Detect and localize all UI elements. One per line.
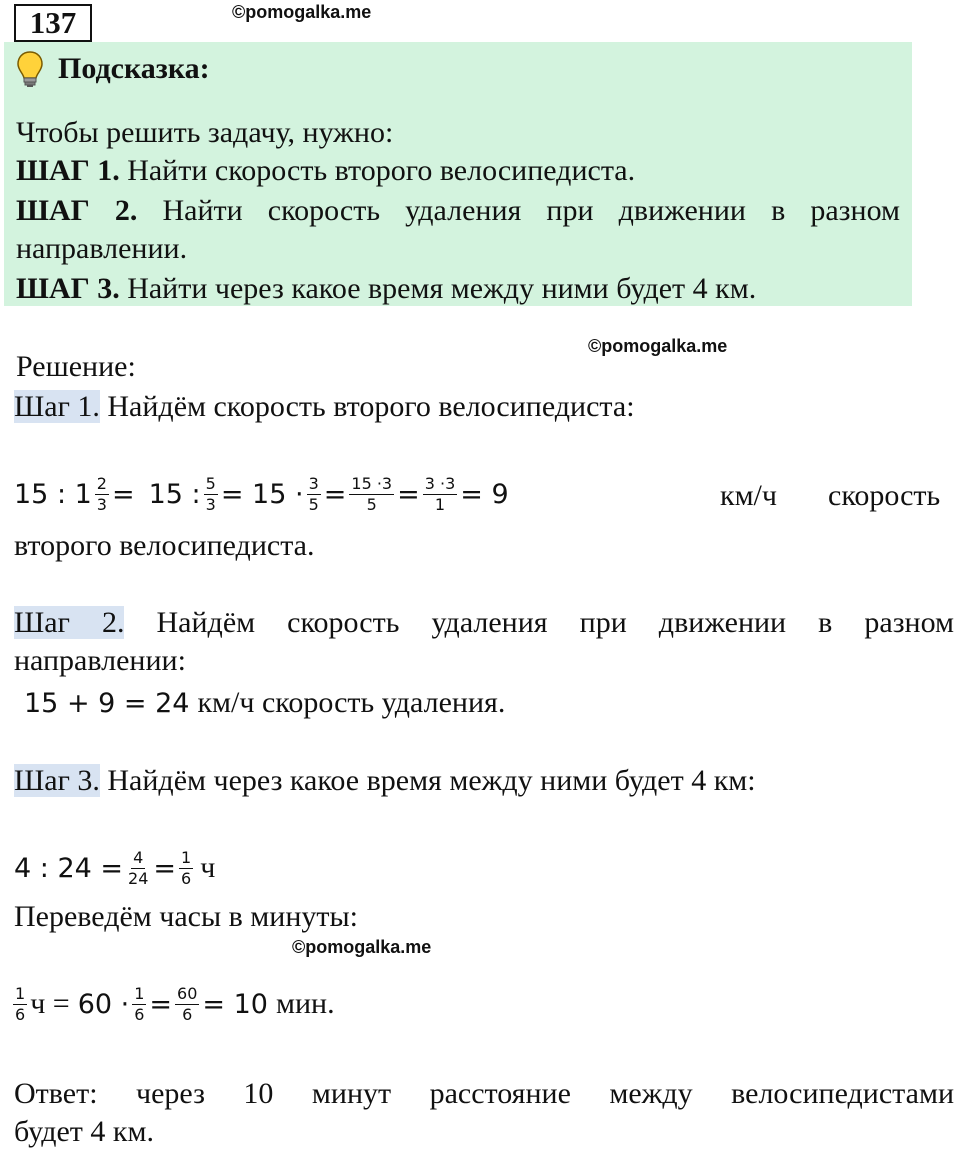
eq3-f1-num: 4 [133, 847, 144, 867]
eq1-equals-2: = [323, 478, 347, 510]
hint-intro: Чтобы решить задачу, нужно: [16, 116, 394, 149]
conv-result: = 10 [202, 988, 268, 1020]
eq1-f4-den: 1 [434, 494, 446, 514]
eq1-equals: = [111, 478, 135, 510]
eq1-f2-num: 3 [308, 473, 319, 493]
eq1-f2-den: 5 [308, 494, 319, 514]
hint-step-2-cont: направлении. [16, 232, 188, 265]
step2-line2: направлении: [14, 644, 186, 677]
eq3-f1-den: 24 [128, 868, 149, 888]
conv-fraction-2 [132, 984, 146, 1025]
eq3-fraction-1 [126, 848, 150, 889]
eq2-text: км/ч скорость удаления. [197, 686, 506, 719]
eq3-f2-den: 6 [181, 868, 192, 888]
step3-label: Шаг 3. [14, 764, 100, 797]
conv-f3-num: 60 [177, 983, 198, 1003]
hint-step-2-text: Найти скорость удаления при движении в разном [162, 194, 901, 227]
eq3-f2-num: 1 [181, 847, 192, 867]
watermark-bottom: ©pomogalka.me [292, 937, 432, 957]
watermark-mid: ©pomogalka.me [588, 336, 728, 356]
step2-text: Найдём скорость удаления при движении в разном [156, 606, 955, 639]
answer-line2: будет 4 км. [14, 1115, 154, 1148]
step1-label: Шаг 1. [14, 390, 100, 423]
lightbulb-icon [16, 50, 44, 88]
eq3-equals: = [153, 852, 176, 884]
step1-desc-word: скорость [828, 479, 941, 512]
conv-unit-h: ч = [30, 987, 70, 1020]
step2-label: Шаг 2. [14, 606, 125, 639]
eq1-mixed-fraction [95, 474, 109, 515]
hint-step-3-text: Найти через какое время между ними будет 4 км. [127, 272, 757, 305]
eq1-f1-den: 3 [205, 494, 216, 514]
hint-step-3-label: ШАГ 3. [16, 272, 120, 305]
step3-equation [14, 840, 215, 896]
conv-f2-num: 1 [134, 983, 145, 1003]
step1-line [14, 388, 635, 426]
eq3-fraction-2 [179, 848, 193, 889]
eq1-equals-3: = [397, 478, 420, 510]
conv-f2-den: 6 [134, 1004, 145, 1024]
conv-f1-den: 6 [15, 1004, 26, 1024]
eq1-f3-den: 5 [366, 494, 377, 514]
step1-unit: км/ч [720, 479, 777, 512]
conversion-equation [10, 976, 335, 1032]
eq1-a: 15 : 1 [14, 478, 92, 510]
step2-equation [24, 683, 505, 723]
eq1-result: = 9 [460, 478, 509, 510]
eq3-a: 4 : 24 = [14, 852, 124, 884]
conv-unit-min: мин. [275, 987, 335, 1020]
eq2-expr: 15 + 9 = 24 [24, 687, 190, 719]
eq1-f4-num: 3 ·3 [424, 473, 456, 493]
hint-step-2 [16, 192, 900, 230]
conv-f1-num: 1 [15, 983, 26, 1003]
eq1-fraction-3 [349, 474, 394, 515]
step1-desc-line2: второго велосипедиста. [14, 529, 315, 562]
eq3-unit: ч [200, 851, 216, 884]
conv-fraction-3 [175, 984, 199, 1025]
watermark-top: ©pomogalka.me [232, 2, 372, 22]
hint-step-1 [16, 152, 635, 190]
eq1-fraction-4 [423, 474, 458, 515]
eq1-fraction-2 [307, 474, 321, 515]
step3-convert-text: Переведём часы в минуты: [14, 900, 359, 933]
conv-fraction-1 [13, 984, 27, 1025]
eq1-c: = 15 · [220, 478, 304, 510]
step1-text: Найдём скорость второго велосипедиста: [107, 390, 635, 423]
hint-step-2-label: ШАГ 2. [16, 194, 138, 227]
hint-title-text: Подсказка: [58, 52, 210, 85]
step3-text: Найдём через какое время между ними будет 4 км: [107, 764, 756, 797]
hint-step-1-text: Найти скорость второго велосипедиста. [127, 154, 636, 187]
eq1-mixed-den: 3 [96, 494, 107, 514]
conv-f3-den: 6 [182, 1004, 193, 1024]
hint-title [16, 50, 210, 88]
step1-equation [14, 466, 509, 522]
eq1-mixed-num: 2 [96, 473, 107, 493]
answer-line1: Ответ: через 10 минут расстояние между велосипедистами [14, 1077, 954, 1110]
step2-line [14, 604, 954, 642]
eq1-b: 15 : [148, 478, 201, 510]
conv-equals: = [149, 988, 173, 1020]
task-number: 137 [14, 4, 92, 42]
eq1-f1-num: 5 [205, 473, 216, 493]
conv-mid: 60 · [77, 988, 130, 1020]
step3-line [14, 762, 756, 800]
eq1-f3-num: 15 ·3 [351, 473, 393, 493]
hint-step-3 [16, 270, 756, 308]
eq1-fraction-1 [204, 474, 218, 515]
solution-heading: Решение: [16, 350, 136, 383]
hint-step-1-label: ШАГ 1. [16, 154, 120, 187]
